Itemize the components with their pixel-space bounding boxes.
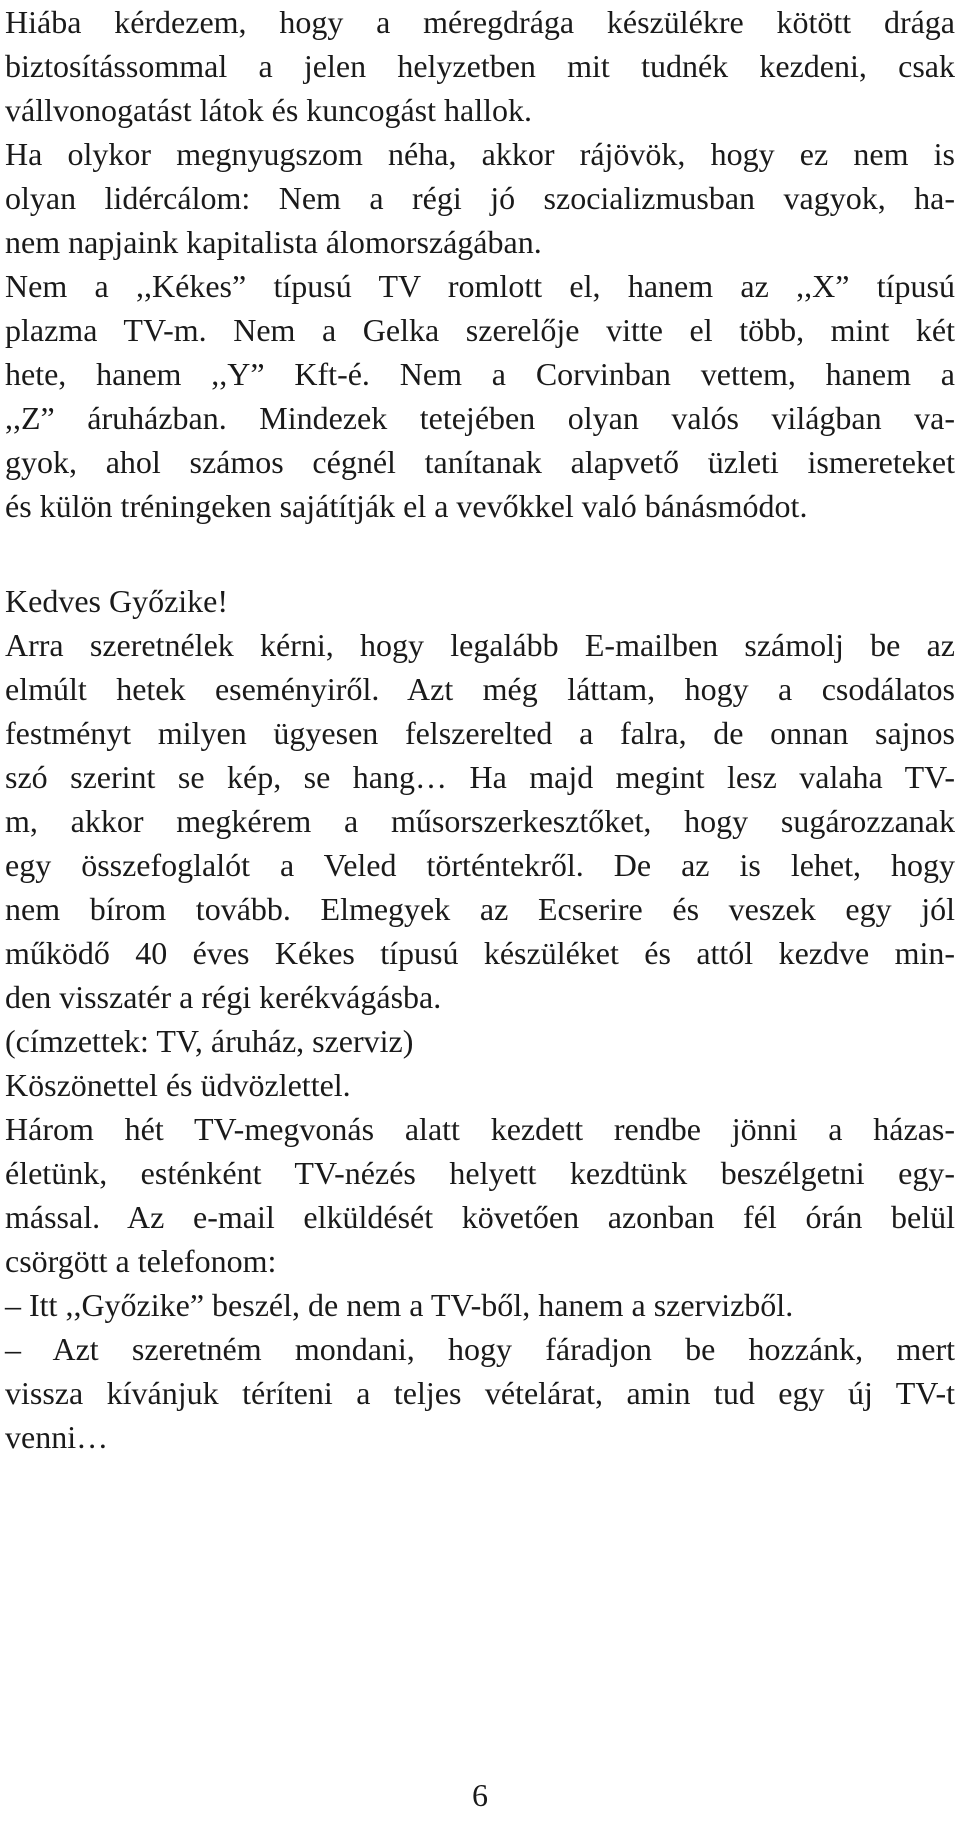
text-line: – Azt szeretném mondani, hogy fáradjon be hozzánk, mert (5, 1331, 955, 1367)
text-line: Ha olykor megnyugszom néha, akkor rájövök, hogy ez nem is (5, 136, 955, 172)
text-line: mással. Az e-mail elküldését követően azonban fél órán belül (5, 1199, 955, 1235)
paragraph-spacer (5, 528, 955, 579)
paragraph (5, 264, 955, 528)
paragraph (5, 623, 955, 1019)
paragraph (5, 1107, 955, 1283)
recipients-note (5, 1019, 955, 1063)
text-line: nem napjaink kapitalista álomországában. (5, 224, 542, 260)
text-line: Arra szeretnélek kérni, hogy legalább E-mailben számolj be az (5, 627, 955, 663)
text-line: plazma TV-m. Nem a Gelka szerelője vitte el több, mint két (5, 312, 955, 348)
text-line: – Itt ,,Győzike” beszél, de nem a TV-ből, hanem a szervizből. (5, 1287, 794, 1323)
text-line: Három hét TV-megvonás alatt kezdett rendbe jönni a házas- (5, 1111, 955, 1147)
text-line: venni… (5, 1419, 109, 1455)
dialogue-line (5, 1327, 955, 1459)
text-line: m, akkor megkérem a műsorszerkesztőket, hogy sugározzanak (5, 803, 955, 839)
text-line: működő 40 éves Kékes típusú készüléket és attól kezdve min- (5, 935, 955, 971)
text-line: olyan lidércálom: Nem a régi jó szocializmusban vagyok, ha- (5, 180, 955, 216)
text-line: és külön tréningeken sajátítják el a vevőkkel való bánásmódot. (5, 488, 808, 524)
text-line: Köszönettel és üdvözlettel. (5, 1067, 351, 1103)
text-line: egy összefoglalót a Veled történtekről. De az is lehet, hogy (5, 847, 955, 883)
paragraph (5, 132, 955, 264)
closing (5, 1063, 955, 1107)
text-line: Kedves Győzike! (5, 583, 229, 619)
paragraph (5, 0, 955, 132)
text-line: szó szerint se kép, se hang… Ha majd megint lesz valaha TV- (5, 759, 955, 795)
text-line: Nem a ,,Kékes” típusú TV romlott el, hanem az ,,X” típusú (5, 268, 955, 304)
text-line: csörgött a telefonom: (5, 1243, 277, 1279)
page-number: 6 (472, 1777, 488, 1813)
document-page (5, 0, 955, 1459)
text-line: nem bírom tovább. Elmegyek az Ecserire és veszek egy jól (5, 891, 955, 927)
text-line: den visszatér a régi kerékvágásba. (5, 979, 442, 1015)
text-line: elmúlt hetek eseményiről. Azt még láttam, hogy a csodálatos (5, 671, 955, 707)
text-line: (címzettek: TV, áruház, szerviz) (5, 1023, 414, 1059)
dialogue-line (5, 1283, 955, 1327)
text-line: életünk, esténként TV-nézés helyett kezdtünk beszélgetni egy- (5, 1155, 955, 1191)
text-line: festményt milyen ügyesen felszerelted a falra, de onnan sajnos (5, 715, 955, 751)
text-line: hete, hanem ,,Y” Kft-é. Nem a Corvinban vettem, hanem a (5, 356, 955, 392)
text-line: ,,Z” áruházban. Mindezek tetejében olyan valós világban va- (5, 400, 955, 436)
text-line: Hiába kérdezem, hogy a méregdrága készülékre kötött drága (5, 4, 955, 40)
text-line: biztosítássommal a jelen helyzetben mit tudnék kezdeni, csak (5, 48, 955, 84)
text-line: gyok, ahol számos cégnél tanítanak alapvető üzleti ismereteket (5, 444, 955, 480)
greeting (5, 579, 955, 623)
text-line: vissza kívánjuk téríteni a teljes vételárat, amin tud egy új TV-t (5, 1375, 955, 1411)
text-line: vállvonogatást látok és kuncogást hallok. (5, 92, 532, 128)
